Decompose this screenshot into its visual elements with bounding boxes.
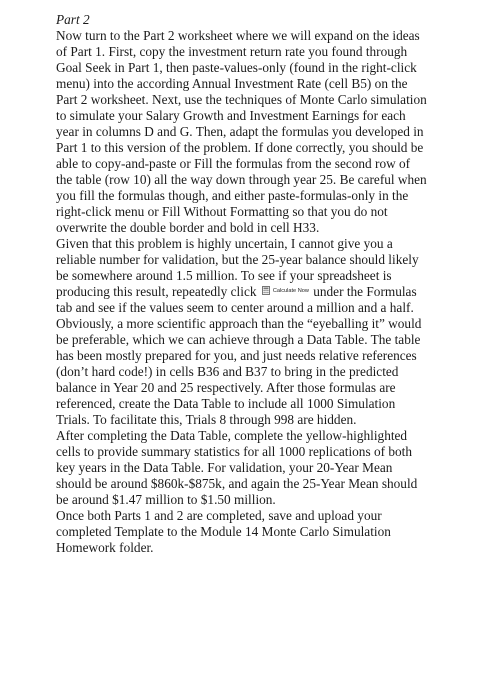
calculate-now-label: Calculate Now <box>272 287 309 294</box>
section-heading: Part 2 <box>56 12 90 27</box>
calculator-icon <box>262 286 270 295</box>
paragraph-summary-statistics: After completing the Data Table, complete the yellow-highlighted cells to provide summary statistics for all 1000 replications of both key years in the Data Table. For validation, your 20-Year Mean should be around $860k-$875k, and again the 25-Year Mean should be around $1.47 million to $1.50 million. <box>56 428 418 507</box>
paragraph-validation-end: under the Formulas tab and see if the values seem to center around a million and a half. <box>56 284 417 315</box>
paragraph-validation <box>56 236 428 316</box>
paragraph-validation-start: Given that this problem is highly uncertain, I cannot give you a reliable number for validation, but the 25-year balance should likely be somewhere around 1.5 million. To see if your spreadsheet is producing this result, repeatedly click <box>56 236 419 299</box>
calculate-now-button[interactable] <box>262 286 309 295</box>
paragraph-worksheet-instructions: Now turn to the Part 2 worksheet where we will expand on the ideas of Part 1. First, copy the investment return rate you found through Goal Seek in Part 1, then paste-values-only (found in the right-click menu) into the according Annual Investment Rate (cell B5) on the Part 2 worksheet. Next, use the techniques of Monte Carlo simulation to simulate your Salary Growth and Investment Earnings for each year in columns D and G. Then, adapt the formulas you developed in Part 1 to this version of the problem. If done correctly, you should be able to copy-and-paste or Fill the formulas from the second row of the table (row 10) all the way down through year 25. Be careful when you fill the formulas though, and either paste-formulas-only in the right-click menu or Fill Without Formatting so that you do not overwrite the double border and bold in cell H33. <box>56 28 427 235</box>
document-page <box>56 12 428 556</box>
paragraph-submission: Once both Parts 1 and 2 are completed, save and upload your completed Template to the Module 14 Monte Carlo Simulation Homework folder. <box>56 508 391 555</box>
paragraph-data-table: Obviously, a more scientific approach than the “eyeballing it” would be preferable, which we can achieve through a Data Table. The table has been mostly prepared for you, and just needs relative references (don’t hard code!) in cells B36 and B37 to bring in the predicted balance in Year 20 and 25 respectively. After those formulas are referenced, create the Data Table to include all 1000 Simulation Trials. To facilitate this, Trials 8 through 998 are hidden. <box>56 316 422 427</box>
